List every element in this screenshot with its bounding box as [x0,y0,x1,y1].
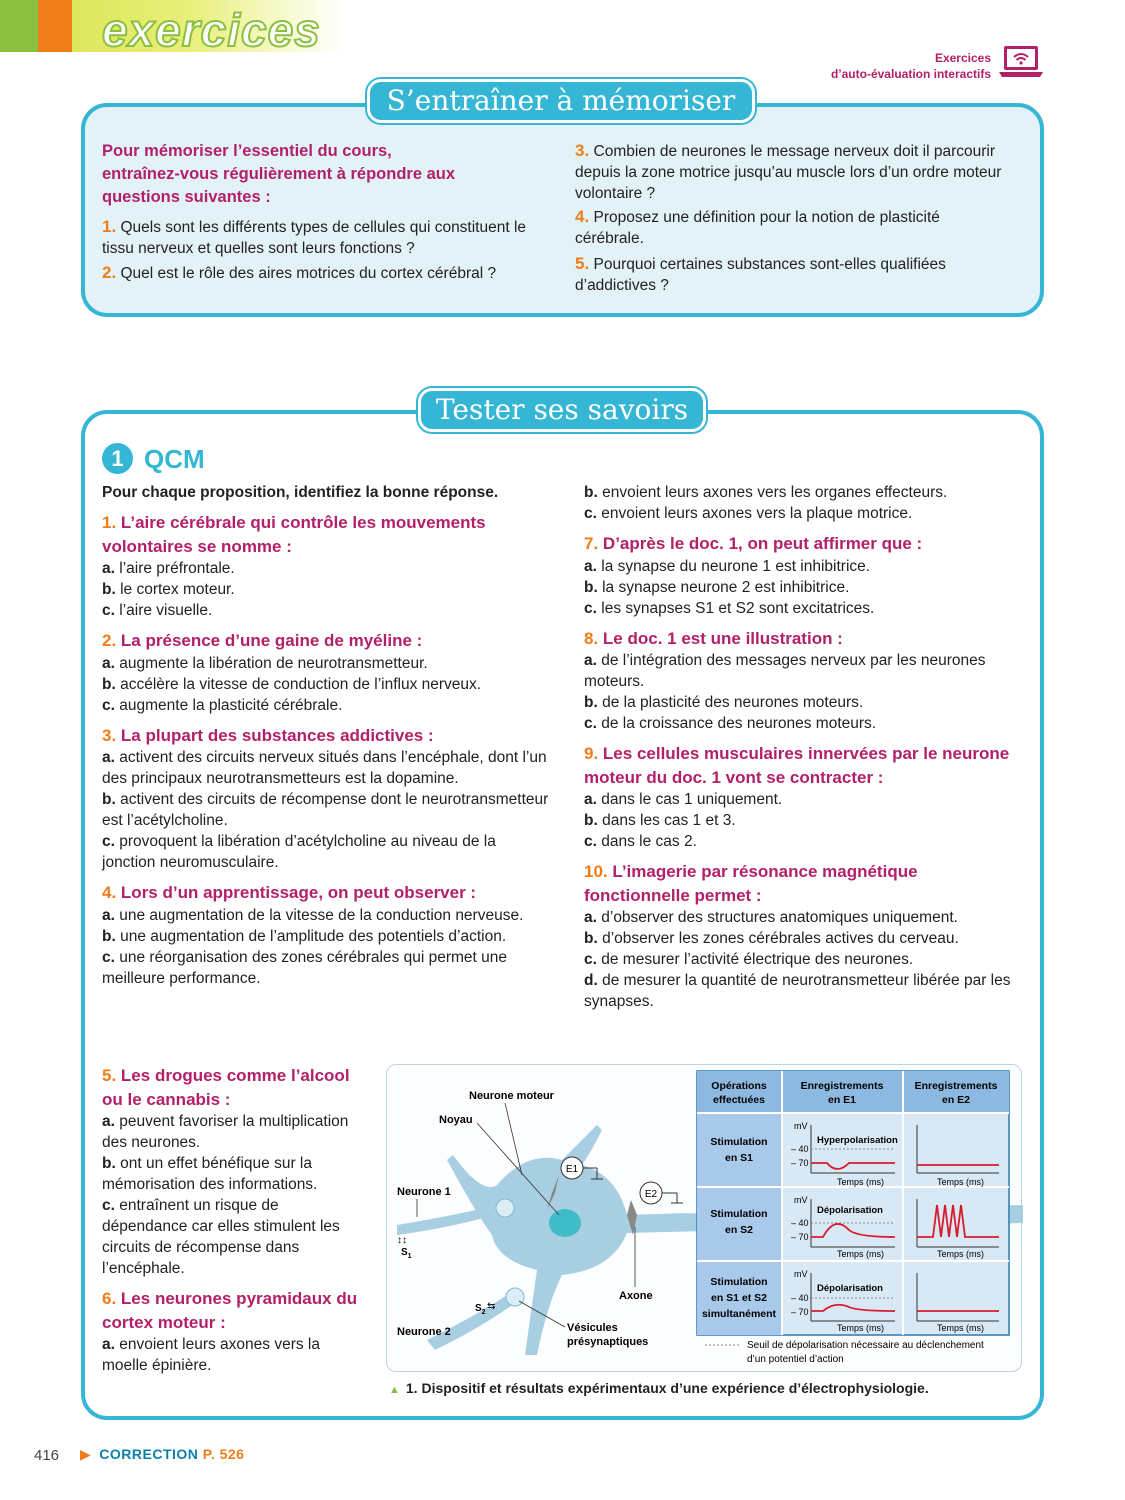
answer-option[interactable]: a. la synapse du neurone 1 est inhibitrice. [584,557,871,575]
memoriser-question-2: 2. Quel est le rôle des aires motrices du cortex cérébral ? [102,263,497,282]
memoriser-question-1: 1. Quels sont les différents types de cellules qui constituent le tissu nerveux et quelles sont leurs fonctions ? [102,217,527,257]
answer-option[interactable]: c. provoquent la libération d’acétylcholine au niveau de la jonction neuromusculaire. [102,833,496,871]
svg-text:simultanément: simultanément [701,1308,777,1320]
svg-text:Temps (ms): Temps (ms) [837,1323,884,1333]
answer-option[interactable]: a. l’aire préfrontale. [102,560,235,577]
interactive-exercises-link[interactable] [831,50,991,82]
answer-option[interactable]: b. d’observer les zones cérébrales actives du cerveau. [584,930,959,947]
qcm-question-9: 9. Les cellules musculaires innervées par le neurone moteur du doc. 1 vont se contracter : a. dans le cas 1 uniquement. b. dans les cas 1 et 3. c. dans le cas 2. [584,742,1024,852]
answer-option[interactable]: d. de mesurer la quantité de neurotransmetteur libérée par les synapses. [584,972,1011,1010]
neurone2-axon [427,1295,515,1350]
svg-text:– 70: – 70 [791,1307,809,1317]
answer-option[interactable]: a. dans le cas 1 uniquement. [584,791,783,808]
stimulus-arrows-s1: ↕↕ [397,1235,407,1246]
memoriser-question-3: 3. Combien de neurones le message nerveux doit il parcourir depuis la zone motrice jusqu’au muscle lors d’un ordre moteur volontaire ? [575,141,1002,202]
figure-caption: ▲ 1. Dispositif et résultats expérimentaux d’une expérience d’électrophysiologie. [389,1380,929,1396]
answer-option[interactable]: c. de la croissance des neurones moteurs. [584,715,877,732]
label-s2: $S_2$ [475,1303,486,1316]
svg-text:en S1 et S2: en S1 et S2 [710,1292,768,1304]
svg-text:– 40: – 40 [791,1144,809,1154]
answer-option[interactable]: b. activent des circuits de récompense dont le neurotransmetteur est l’acétylcholine. [102,791,549,829]
answer-option[interactable]: c. envoient leurs axones vers la plaque motrice. [584,505,913,522]
table-header-operations: Opérations [711,1080,767,1092]
table-header-e1: Enregistrements [800,1080,884,1092]
threshold-legend-2: d’un potentiel d’action [747,1354,844,1365]
answer-option[interactable]: c. dans le cas 2. [584,833,697,850]
svg-text:– 40: – 40 [791,1218,809,1228]
answer-option[interactable]: a. peuvent favoriser la multiplication des neurones. [102,1113,349,1151]
laptop-wifi-icon[interactable] [998,44,1044,80]
qcm-instruction: Pour chaque proposition, identifiez la bonne réponse. [102,484,499,501]
svg-text:en E2: en E2 [941,1094,971,1106]
svg-text:en S2: en S2 [724,1224,754,1236]
table-header-e2: Enregistrements [914,1080,998,1092]
chapter-section-title: exercices [102,4,321,56]
answer-option[interactable]: c. l’aire visuelle. [102,602,213,619]
answer-option[interactable]: c. les synapses S1 et S2 sont excitatrices. [584,599,875,617]
interactive-line-2: d’auto-évaluation interactifs [830,67,991,81]
answer-option[interactable]: c. de mesurer l’activité électrique des neurones. [584,951,914,968]
row2-e1-label: Dépolarisation [817,1205,883,1216]
svg-text:Temps (ms): Temps (ms) [937,1323,984,1333]
row3-e1-label: Dépolarisation [817,1283,883,1294]
svg-text:Temps (ms): Temps (ms) [937,1249,984,1259]
svg-text:effectuées: effectuées [713,1094,765,1106]
nucleus [549,1209,581,1237]
qcm-question-7: 7. D’après le doc. 1, on peut affirmer que : a. la synapse du neurone 1 est inhibitrice. b. la synapse neurone 2 est inhibitrice. c. les synapses S1 et S2 sont excitatrices. [584,532,1024,619]
svg-text:– 40: – 40 [791,1293,809,1303]
qcm-question-4: 4. Lors d’un apprentissage, on peut observer : a. une augmentation de la vitesse de la conduction nerveuse. b. une augmentation de l’amplitude des potentiels d’action. c. une réorganisation des zones cérébrales qui permet une meilleure performance. [102,881,552,989]
header-green-tab [0,0,38,52]
figure-svg [387,1065,1023,1373]
synapse-s1 [496,1199,514,1217]
answer-option[interactable]: c. augmente la plasticité cérébrale. [102,696,343,714]
svg-text:en E1: en E1 [827,1094,857,1106]
memoriser-title: S’entraîner à mémoriser [367,79,755,123]
label-presynaptiques: présynaptiques [567,1336,649,1348]
row1-e1-label: Hyperpolarisation [817,1135,898,1146]
qcm-question-10: 10. L’imagerie par résonance magnétique fonctionnelle permet : a. d’observer des structures anatomiques uniquement. b. d’observer les zones cérébrales actives du cerveau. c. de mesurer l’activité électrique des neurones. d. de mesurer la quantité de neurotransmetteur libérée par les synapses. [584,860,1024,1012]
synapse-s2 [506,1288,524,1306]
qcm-question-8: 8. Le doc. 1 est une illustration : a. de l’intégration des messages nerveux par les neurones moteurs. b. de la plasticité des neurones moteurs. c. de la croissance des neurones moteurs. [584,627,1024,735]
row2-operation: Stimulation [710,1208,768,1220]
answer-option[interactable]: a. d’observer des structures anatomiques uniquement. [584,909,958,926]
answer-option[interactable]: a. augmente la libération de neurotransmetteur. [102,654,428,672]
answer-option[interactable]: b. ont un effet bénéfique sur la mémorisation des informations. [102,1155,318,1193]
memoriser-question-4: 4. Proposez une définition pour la notion de plasticité cérébrale. [575,207,940,247]
answer-option[interactable]: b. le cortex moteur. [102,581,235,598]
answer-option[interactable]: b. dans les cas 1 et 3. [584,812,736,829]
label-neurone-moteur: Neurone moteur [469,1090,554,1102]
answer-option[interactable]: b. accélère la vitesse de conduction de l’influx nerveux. [102,675,482,693]
answer-option[interactable]: a. envoient leurs axones vers la moelle épinière. [102,1336,321,1374]
answer-option[interactable]: a. une augmentation de la vitesse de la conduction nerveuse. [102,906,524,924]
qcm-question-2: 2. La présence d’une gaine de myéline : a. augmente la libération de neurotransmetteur. b. accélère la vitesse de conduction de l’influx nerveux. c. augmente la plasticité cérébrale. [102,629,552,716]
caption-triangle-icon: ▲ [389,1384,400,1396]
svg-text:E1: E1 [565,1164,579,1175]
answer-option[interactable]: b. de la plasticité des neurones moteurs. [584,694,864,711]
stimulus-arrows-s2: ⇆ [487,1301,496,1312]
row3-operation: Stimulation [710,1276,768,1288]
svg-text:mV: mV [794,1195,808,1205]
qcm-question-6-end [584,482,1024,524]
correction-link[interactable]: ▶ CORRECTION P. 526 [80,1446,245,1462]
label-neurone1: Neurone 1 [397,1186,451,1198]
qcm-question-5: 5. Les drogues comme l’alcool ou le cannabis : a. peuvent favoriser la multiplication des neurones. b. ont un effet bénéfique sur la mémorisation des informations. c. entraînent un risque de dépendance car elles stimulent les circuits de récompense dans l’encéphale. [102,1064,367,1279]
qcm-question-6-start: 6. Les neurones pyramidaux du cortex moteur : a. envoient leurs axones vers la moelle épinière. [102,1287,367,1376]
answer-option[interactable]: c. une réorganisation des zones cérébrales qui permet une meilleure performance. [102,948,507,987]
page-number: 416 [34,1447,60,1464]
answer-option[interactable]: a. de l’intégration des messages nerveux par les neurones moteurs. [584,652,986,690]
svg-text:– 70: – 70 [791,1158,809,1168]
arrow-right-icon: ▶ [80,1446,92,1462]
memoriser-intro: Pour mémoriser l’essentiel du cours, entraînez-vous régulièrement à répondre aux questions suivantes : [102,142,456,206]
figure-electrophysiology [386,1064,1022,1372]
answer-option[interactable]: b. envoient leurs axones vers les organes effecteurs. [584,484,948,501]
label-noyau: Noyau [439,1114,473,1126]
label-vesicules: Vésicules [567,1322,618,1334]
qcm-question-3: 3. La plupart des substances addictives : a. activent des circuits nerveux situés dans l’encéphale, dont l’un des principaux neurotransmetteurs est la dopamine. b. activent des circuits de récompense dont le neurotransmetteur est l’acétylcholine. c. provoquent la libération d’acétylcholine au niveau de la jonction neuromusculaire. [102,724,552,874]
header-orange-tab [38,0,72,52]
svg-text:Temps (ms): Temps (ms) [837,1249,884,1259]
svg-text:E2: E2 [644,1189,658,1200]
qcm-right-column [584,482,1024,1020]
qcm-left-narrow-column [102,1064,367,1384]
svg-text:Temps (ms): Temps (ms) [937,1177,984,1187]
row1-operation: Stimulation [710,1136,768,1148]
svg-text:mV: mV [794,1121,808,1131]
answer-option[interactable]: a. activent des circuits nerveux situés dans l’encéphale, dont l’un des principaux neurotransmetteurs est la dopamine. [102,749,547,787]
label-neurone2: Neurone 2 [397,1326,451,1338]
exercise-title: QCM [144,444,205,474]
exercise-number-badge: 1 [102,443,133,474]
answer-option[interactable]: b. une augmentation de l’amplitude des potentiels d’action. [102,927,507,945]
answer-option[interactable]: b. la synapse neurone 2 est inhibitrice. [584,578,850,596]
svg-text:en S1: en S1 [724,1152,754,1164]
qcm-question-1: 1. L’aire cérébrale qui contrôle les mouvements volontaires se nomme : a. l’aire préfrontale. b. le cortex moteur. c. l’aire visuelle. [102,511,552,621]
threshold-legend-1: Seuil de dépolarisation nécessaire au déclenchement [747,1340,984,1351]
label-axone: Axone [619,1290,653,1302]
svg-text:Temps (ms): Temps (ms) [837,1177,884,1187]
svg-text:mV: mV [794,1269,808,1279]
interactive-line-1: Exercices [934,51,991,65]
results-table [697,1071,1009,1335]
label-s1: $S_1$ [401,1247,412,1260]
answer-option[interactable]: c. entraînent un risque de dépendance car elles stimulent les circuits de récompense dans l’encéphale. [102,1197,340,1277]
memoriser-question-5: 5. Pourquoi certaines substances sont-elles qualifiées d’addictives ? [575,254,946,294]
tester-title: Tester ses savoirs [418,388,706,432]
qcm-left-column [102,482,552,997]
svg-text:– 70: – 70 [791,1232,809,1242]
